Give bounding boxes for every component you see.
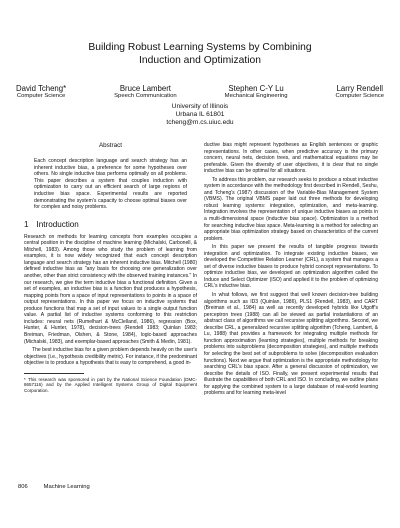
page-number: 806 bbox=[18, 484, 28, 490]
body-paragraph: Research on methods for learning concepts from examples occupies a central position in the discipline of machine learning (Michalski, Carbonell, & Mitchell, 1983). Among those who study the problem of learning from examples, it is now widely recognized that each concept description language and search strategy has an inherent inductive bias. Mitchell (1980) defined inductive bias as "any basis for choosing one generalization over another, other than strict consistency with the observed training instances." In our research, we give the term inductive bias a functional definition. Given a set of examples, an inductive bias is a function that produces a hypothesis, mapping points from a space of input representations to points in a space of output representations. In this paper we focus on inductive systems that produce functions that map a set of input values to a single output function value. A partial list of inductive systems conforming to this restriction includes: neural nets (Rumelhart & McClelland, 1986), regression (Box, Hunter, & Hunter, 1978), decision-trees (Rendell 1983; Quinlan 1983; Breiman, Friedman, Olshen, & Stone, 1984), logic-based approaches (Michalski, 1983), and exemplar-based approaches (Smith & Medin, 1981). bbox=[24, 233, 197, 345]
author-block bbox=[114, 84, 177, 100]
body-paragraph: To address this problem, our research seeks to produce a robust inductive system in accordance with the methodology first described in Rendell, Seshu, and Tcheng's (1987) discussion of the Variable-Bias Management System (VBMS). The original VBMS paper laid out three methods for developing robust learning systems: integration, optimization, and meta-learning. Integration involves the representation of unique inductive biases as points in a multi-dimensional space (inductive bias space). Optimization is a method for searching inductive bias space. Meta-learning is a method for selecting an appropriate bias optimization strategy based on characteristics of the current problem. bbox=[204, 176, 378, 242]
footnote: * This research was sponsored in part by the National Science Foundation (DMC-8657116) and by the Applied Intelligent Systems Group of Digital Equipment Corporation. bbox=[24, 376, 197, 394]
author-block bbox=[336, 84, 384, 100]
body-paragraph: In this paper we present the results of tangible progress towards integration and optimization. To integrate existing inductive biases, we developed the Competitive Relation Learner (CRL), a system that manages a set of diverse inductive biases to produce hybrid concept representations. To optimize inductive bias, we developed an optimization algorithm called the Induce and Select Optimizer (ISO) and applied it to the problem of optimizing CRL's inductive bias. bbox=[204, 244, 378, 290]
footnote-rule bbox=[24, 373, 84, 374]
paper-title bbox=[60, 42, 340, 67]
abstract-text: Each concept description language and search strategy has an inherent inductive bias, a preference for some hypotheses over others. No single inductive bias performs optimally on all problems. This paper describes a system that couples induction with optimization to carry out an efficient search of large regions of inductive bias space. Experimental results are reported demonstrating the system's capacity to choose optimal biases over for complex and noisy problems. bbox=[34, 158, 187, 211]
author-block bbox=[16, 84, 66, 100]
left-column bbox=[24, 142, 197, 394]
author-affiliation: Speech Communication bbox=[114, 93, 177, 99]
author-affiliation: Mechanical Engineering bbox=[224, 93, 288, 99]
body-paragraph: ductive bias might represent hypotheses as English sentences or graphic representations. In other cases, when predictive accuracy is the primary concern, neural nets, decision trees, and mathematical equations may be preferable. Given the diversity of user objectives, it is clear that no single inductive bias can be optimal for all situations. bbox=[204, 142, 378, 175]
section-number: 1 bbox=[24, 219, 29, 229]
title-line-1: Building Robust Learning Systems by Combining bbox=[88, 42, 312, 53]
right-column bbox=[204, 142, 378, 399]
author-name: Stephen C-Y Lu bbox=[228, 84, 284, 93]
institution-city: Urbana IL 61801 bbox=[175, 111, 225, 118]
body-paragraph: In what follows, we first suggest that well known decision-tree building algorithms such as ID3 (Quinlan, 1986), PLS1 (Rendell, 1983), and CART (Breiman et al., 1984) as well as recently developed hybrids like Utgoff's perceptron trees (1988) can all be viewed as partial instantiations of an abstract class of algorithms we call recursive splitting algorithms. Second, we describe CRL, a generalized recursive splitting algorithm (Tcheng, Lambert, & Lu, 1988) that provides a framework for integrating multiple methods for function approximation (learning strategies), multiple methods for breaking problems into subproblems (decomposition strategies), and multiple methods for selecting the best set of subproblems to solve (decomposition evaluation functions). Next we argue that optimization is the appropriate methodology for searching CRL's bias space. After a general discussion of optimization, we describe the details of ISO. Finally, we present experimental results that illustrate the capabilities of both CRL and ISO. In concluding, we outline plans for applying the combined system to a large database of real-world learning problems and for learning meta-level bbox=[204, 292, 378, 397]
author-name: David Tcheng* bbox=[16, 84, 67, 93]
page-footer bbox=[18, 484, 90, 490]
author-name: Bruce Lambert bbox=[119, 84, 171, 93]
author-block bbox=[225, 84, 288, 100]
body-paragraph: The best inductive bias for a given problem depends heavily on the user's objectives (i.e., hypothesis credibility metric). For instance, if the predominant objective is to produce a hypothesis that is easy to comprehend, a good in- bbox=[24, 347, 197, 367]
abstract-heading: Abstract bbox=[98, 142, 123, 149]
institution-name: University of Illinois bbox=[171, 103, 229, 110]
author-list bbox=[16, 84, 384, 100]
running-footer: Machine Learning bbox=[43, 484, 90, 490]
author-affiliation: Computer Science bbox=[16, 93, 66, 99]
author-affiliation: Computer Science bbox=[335, 93, 384, 99]
section-heading bbox=[24, 220, 197, 229]
title-line-2: Induction and Optimization bbox=[139, 54, 261, 66]
author-name: Larry Rendell bbox=[336, 84, 383, 93]
contact-email: tcheng@m.cs.uiuc.edu bbox=[166, 119, 234, 126]
section-title: Introduction bbox=[36, 219, 79, 229]
institution-block bbox=[100, 103, 300, 127]
